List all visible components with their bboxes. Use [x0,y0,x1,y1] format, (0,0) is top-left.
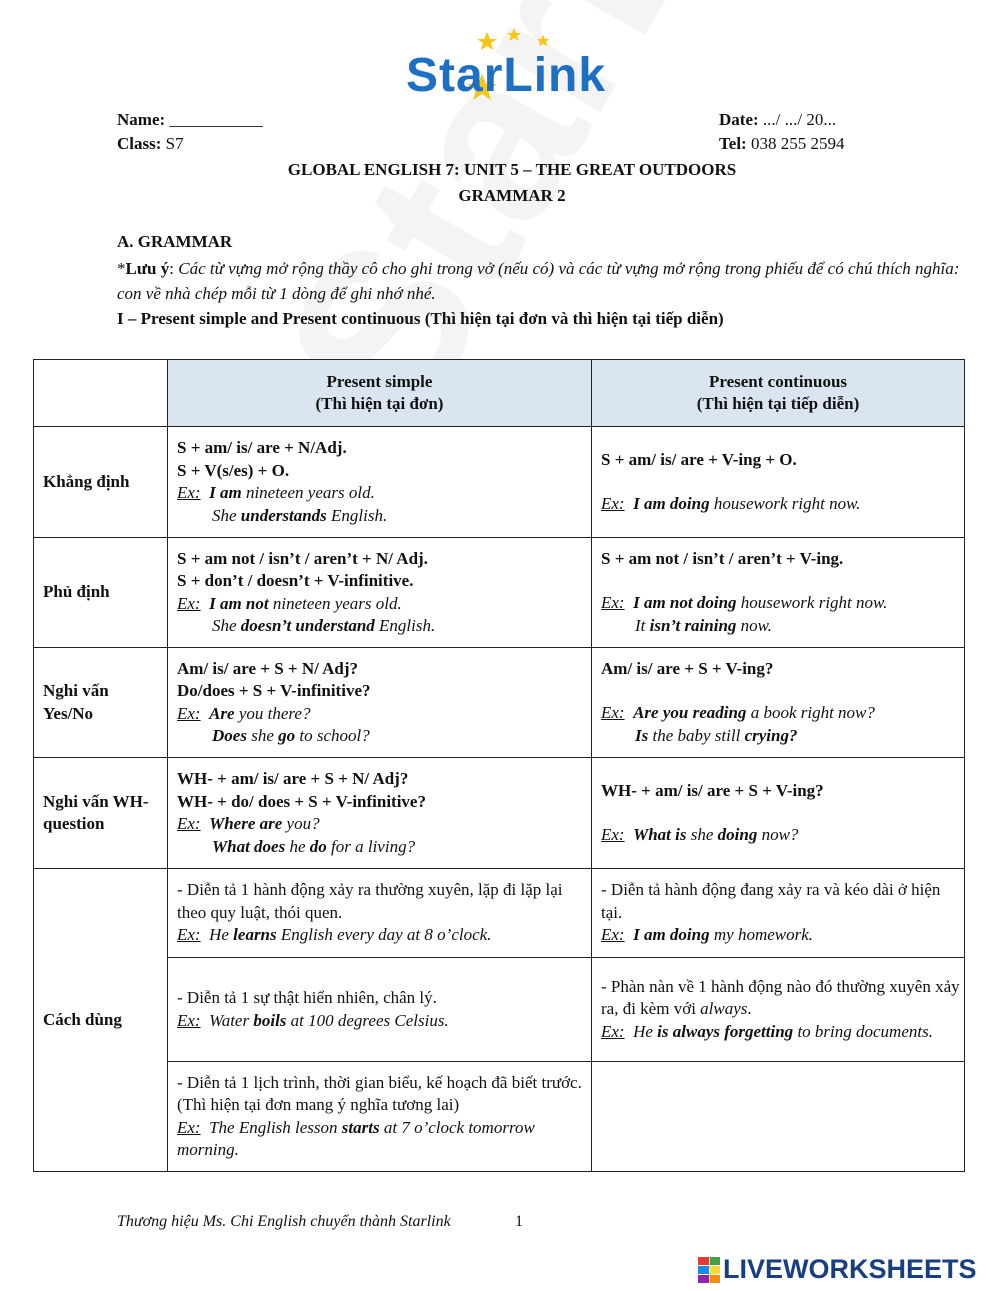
liveworksheets-wordmark: LIVEWORKSHEETS [723,1254,977,1284]
usage-text-italic: always [700,999,748,1019]
ex-label: Ex: [601,925,625,945]
formula: WH- + do/ does + S + V-infinitive? [177,791,426,811]
tel-line [719,134,844,154]
usage-text: - Diễn tả hành động đang xảy ra và kéo dài ở hiện tại. [601,880,941,922]
row-label-wh: Nghi vấn WH-question [34,758,168,869]
usage-text: - Diễn tả 1 sự thật hiển nhiên, chân lý. [177,988,437,1007]
wh-continuous-cell [592,758,965,869]
class-value: S7 [165,134,184,153]
example-text: the baby still [648,725,745,745]
example-text: housework right now. [709,494,861,513]
formula: Am/ is/ are + S + N/ Adj? [177,658,359,678]
section-heading: A. GRAMMAR [117,232,233,251]
example-text: a book right now? [746,703,875,723]
example-text: The English lesson [209,1117,342,1137]
formula: S + am/ is/ are + N/Adj. [177,438,347,457]
example-bold: isn’t raining [649,615,737,635]
ex-label: Ex: [601,703,625,723]
wh-simple-cell [168,758,592,869]
ex-label: Ex: [177,593,201,613]
note-prefix: * [117,259,126,278]
usage-2-simple-cell [168,958,592,1062]
date-field[interactable]: .../ .../ 20... [762,110,837,129]
example-bold: Where are [209,814,283,833]
liveworksheets-brand [698,1254,977,1285]
usage-1-continuous-cell [592,869,965,958]
example-text: at 7 o’clock tomorrow morning. [177,1117,535,1159]
formula: S + am/ is/ are + V-ing + O. [601,449,797,469]
example-bold: doing [717,825,758,844]
ex-label: Ex: [601,825,625,844]
subsection-heading: I – Present simple and Present continuous (Thì hiện tại đơn và thì hiện tại tiếp diễn) [117,309,724,328]
negative-row [34,538,965,648]
example-bold: Are you reading [633,703,747,723]
example-text: housework right now. [736,593,888,613]
ex-label: Ex: [177,1010,201,1030]
example-bold: I am not [209,593,269,613]
example-text: English every day at 8 o’clock. [276,925,492,945]
row-label-affirmative: Khẳng định [34,427,168,538]
wh-question-row [34,758,965,869]
usage-row-2 [34,958,965,1062]
row-label-yes-no: Nghi vấn Yes/No [34,648,168,758]
class-label: Class: [117,134,162,153]
negative-continuous-cell [592,538,965,648]
ex-label: Ex: [177,1117,201,1137]
affirmative-simple-cell [168,427,592,538]
example-text: you there? [234,703,311,723]
example-text: to bring documents. [793,1021,933,1041]
example-text: she [246,726,279,745]
present-continuous-header [592,360,965,427]
col1-subtitle: (Thì hiện tại đơn) [315,394,444,413]
ex-label: Ex: [177,703,201,723]
usage-3-continuous-empty-cell [592,1062,965,1172]
example-bold: doesn’t understand [240,616,375,635]
formula: WH- + am/ is/ are + S + V-ing? [601,780,824,800]
tel-value: 038 255 2594 [750,134,845,153]
formula: Do/does + S + V-infinitive? [177,681,371,700]
yes-no-question-row [34,648,965,758]
usage-text: - Diễn tả 1 lịch trình, thời gian biểu, kế hoạch đã biết trước. (Thì hiện tại đơn mang ý nghĩa tương lai) [177,1072,582,1114]
tel-label: Tel: [719,134,747,153]
ex-label: Ex: [177,925,201,945]
example-text: She [212,505,241,525]
example-bold: crying? [744,725,798,745]
example-text: He [633,1021,658,1041]
example-text: she [686,825,718,844]
example-text: now. [736,615,772,635]
example-bold: I am [209,483,242,502]
note-paragraph [117,256,967,306]
note-text: Các từ vựng mở rộng thầy cô cho ghi trong vở (nếu có) và các từ vựng mở rộng trong phiếu để có chú thích nghĩa: con về nhà chép mỗi từ 1 dòng để ghi nhớ nhé. [117,259,960,303]
yes-no-simple-cell [168,648,592,758]
example-bold: Is [635,725,649,745]
table-header-row [34,360,965,427]
usage-row-1 [34,869,965,958]
col2-title: Present continuous [708,371,848,391]
example-bold: What is [633,825,687,844]
note-label: Lưu ý [125,259,170,278]
example-bold: understands [240,505,327,525]
name-field[interactable]: ___________ [169,110,263,129]
example-bold: Are [209,703,235,723]
example-bold: is always forgetting [657,1021,794,1041]
ex-label: Ex: [177,814,201,833]
date-line [719,110,836,130]
example-bold: I am doing [633,925,710,945]
example-text: he [285,836,310,856]
example-bold: I am doing [633,494,710,513]
col2-subtitle: (Thì hiện tại tiếp diễn) [696,394,860,413]
example-text: you? [282,814,320,833]
logo-wordmark: StarLink [406,49,607,102]
usage-text: - Phàn nàn về 1 hành động nào đó thường xuyên xảy ra, đi kèm với [601,976,960,1019]
grammar-table [33,359,965,1172]
negative-simple-cell [168,538,592,648]
ex-label: Ex: [177,483,201,502]
row-label-negative: Phủ định [34,538,168,648]
formula: S + don’t / doesn’t + V-infinitive. [177,571,414,590]
note-colon: : [169,259,174,278]
name-label: Name: [117,110,166,129]
formula: S + am not / isn’t / aren’t + V-ing. [601,548,844,568]
example-bold: do [309,836,327,856]
example-bold: learns [233,925,277,945]
footer-text: Thương hiệu Ms. Chi English chuyển thành Starlink [117,1213,451,1230]
usage-row-3 [34,1062,965,1172]
usage-text: . [747,999,752,1019]
example-bold: go [278,726,296,745]
example-text: to school? [295,726,370,745]
formula: Am/ is/ are + S + V-ing? [601,658,774,678]
usage-text: - Diễn tả 1 hành động xảy ra thường xuyên, lặp đi lặp lại theo quy luật, thói quen. [177,880,563,922]
unit-title: GLOBAL ENGLISH 7: UNIT 5 – THE GREAT OUTDOORS [287,160,737,179]
empty-corner-cell [34,360,168,427]
example-bold: starts [341,1117,380,1137]
usage-1-simple-cell [168,869,592,958]
usage-2-continuous-cell [592,958,965,1062]
example-text: English. [326,505,388,525]
page-number: 1 [515,1213,523,1230]
example-text: nineteen years old. [241,483,375,502]
example-bold: I am not doing [633,593,737,613]
starlink-logo [400,28,640,100]
date-label: Date: [719,110,759,129]
example-text: English. [374,616,436,635]
formula: S + am not / isn’t / aren’t + N/ Adj. [177,548,428,568]
ex-label: Ex: [601,494,625,513]
affirmative-row [34,427,965,538]
affirmative-continuous-cell [592,427,965,538]
example-text: It [635,615,650,635]
ex-label: Ex: [601,593,625,613]
example-bold: What does [212,836,286,856]
example-text: She [212,616,241,635]
formula: WH- + am/ is/ are + S + N/ Adj? [177,769,409,788]
liveworksheets-icon [698,1257,720,1283]
ex-label: Ex: [601,1021,625,1041]
col1-title: Present simple [326,371,433,391]
example-text: my homework. [709,925,814,945]
name-line [117,110,263,130]
example-text: for a living? [326,836,416,856]
row-label-usage: Cách dùng [34,869,168,1172]
usage-3-simple-cell [168,1062,592,1172]
formula: S + V(s/es) + O. [177,460,290,480]
example-text: He [209,925,234,945]
example-text: at 100 degrees Celsius. [286,1010,449,1030]
example-text: nineteen years old. [268,593,402,613]
class-line [117,134,184,154]
example-text: now? [757,825,799,844]
example-bold: Does [212,726,247,745]
example-text: Water [209,1010,254,1030]
grammar-title: GRAMMAR 2 [458,186,566,205]
yes-no-continuous-cell [592,648,965,758]
present-simple-header [168,360,592,427]
example-bold: boils [253,1010,287,1030]
